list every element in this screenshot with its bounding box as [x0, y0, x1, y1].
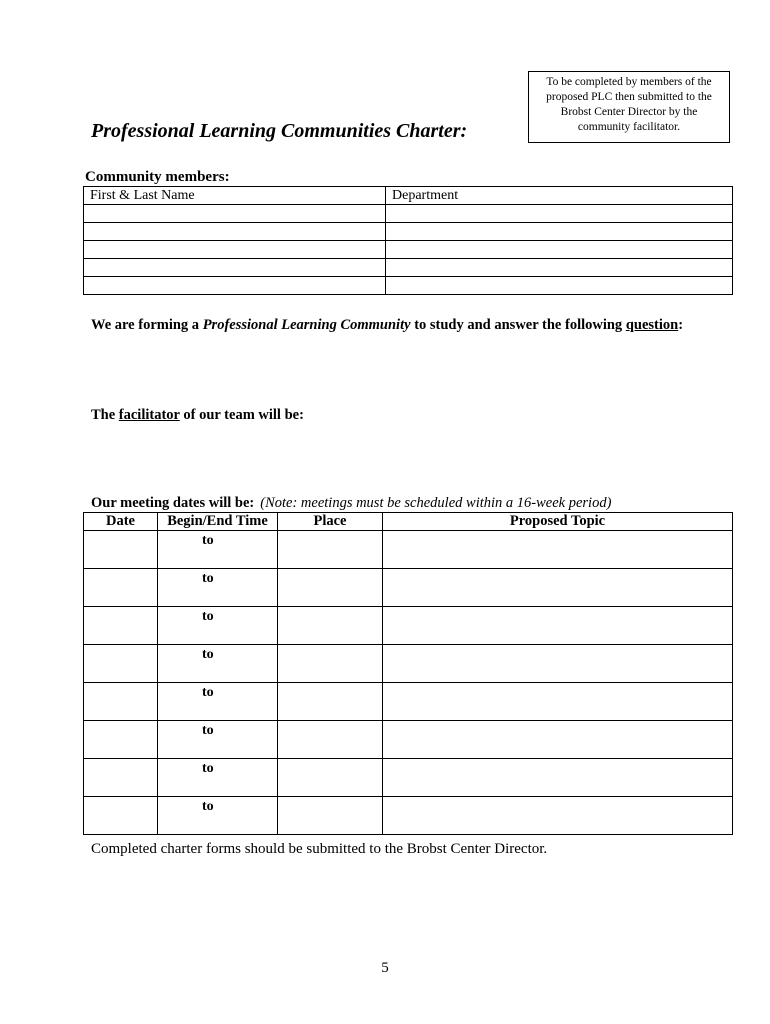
community-members-table	[83, 186, 733, 295]
date-cell[interactable]	[84, 759, 158, 797]
prompt-end: :	[678, 317, 684, 333]
place-cell[interactable]	[278, 759, 383, 797]
table-row	[84, 259, 733, 277]
table-row	[84, 205, 733, 223]
member-name-cell[interactable]	[84, 277, 386, 295]
column-header-time: Begin/End Time	[158, 513, 278, 531]
prompt-question-word: question	[625, 317, 679, 333]
prompt-emphasis: Professional Learning Community	[202, 317, 411, 333]
submission-note: Completed charter forms should be submitted to the Brobst Center Director.	[91, 841, 548, 857]
date-cell[interactable]	[84, 797, 158, 835]
member-department-cell[interactable]	[386, 205, 733, 223]
table-row	[84, 797, 733, 835]
meeting-dates-note: (Note: meetings must be scheduled within a 16-week period)	[260, 495, 612, 511]
topic-cell[interactable]	[383, 721, 733, 759]
member-department-cell[interactable]	[386, 241, 733, 259]
table-row	[84, 241, 733, 259]
column-header-place: Place	[278, 513, 383, 531]
topic-cell[interactable]	[383, 531, 733, 569]
meeting-dates-label: Our meeting dates will be:	[91, 495, 255, 511]
topic-cell[interactable]	[383, 759, 733, 797]
time-cell[interactable]: to	[158, 759, 278, 797]
topic-cell[interactable]	[383, 645, 733, 683]
column-header-topic: Proposed Topic	[383, 513, 733, 531]
meeting-schedule-table	[83, 512, 733, 835]
table-row	[84, 759, 733, 797]
table-row	[84, 607, 733, 645]
table-row	[84, 683, 733, 721]
place-cell[interactable]	[278, 645, 383, 683]
topic-cell[interactable]	[383, 607, 733, 645]
place-cell[interactable]	[278, 607, 383, 645]
member-name-cell[interactable]	[84, 223, 386, 241]
facilitator-word: facilitator	[118, 407, 180, 423]
member-name-cell[interactable]	[84, 241, 386, 259]
time-cell[interactable]: to	[158, 607, 278, 645]
community-members-heading: Community members:	[85, 169, 230, 185]
date-cell[interactable]	[84, 531, 158, 569]
table-row	[84, 223, 733, 241]
member-name-cell[interactable]	[84, 205, 386, 223]
time-cell[interactable]: to	[158, 531, 278, 569]
date-cell[interactable]	[84, 569, 158, 607]
member-department-cell[interactable]	[386, 259, 733, 277]
date-cell[interactable]	[84, 607, 158, 645]
prompt-text: We are forming a	[91, 317, 203, 333]
place-cell[interactable]	[278, 797, 383, 835]
column-header-department: Department	[386, 187, 733, 205]
date-cell[interactable]	[84, 721, 158, 759]
members-header-row	[84, 187, 733, 205]
instruction-notice-box: To be completed by members of the proposed PLC then submitted to the Brobst Center Director by the community facilitator.	[528, 71, 730, 143]
place-cell[interactable]	[278, 569, 383, 607]
time-cell[interactable]: to	[158, 721, 278, 759]
place-cell[interactable]	[278, 683, 383, 721]
meeting-dates-heading	[91, 495, 611, 512]
meetings-header-row	[84, 513, 733, 531]
table-row	[84, 531, 733, 569]
member-department-cell[interactable]	[386, 277, 733, 295]
topic-cell[interactable]	[383, 683, 733, 721]
place-cell[interactable]	[278, 531, 383, 569]
study-question-prompt	[91, 317, 683, 334]
table-row	[84, 277, 733, 295]
facilitator-prompt	[91, 407, 304, 424]
column-header-name: First & Last Name	[84, 187, 386, 205]
table-row	[84, 569, 733, 607]
facilitator-text: The	[91, 407, 119, 423]
time-cell[interactable]: to	[158, 569, 278, 607]
table-row	[84, 645, 733, 683]
page-number: 5	[381, 960, 389, 976]
time-cell[interactable]: to	[158, 645, 278, 683]
page-title: Professional Learning Communities Charter:	[91, 120, 468, 142]
topic-cell[interactable]	[383, 797, 733, 835]
time-cell[interactable]: to	[158, 683, 278, 721]
member-name-cell[interactable]	[84, 259, 386, 277]
prompt-text: to study and answer the following	[410, 317, 626, 333]
topic-cell[interactable]	[383, 569, 733, 607]
date-cell[interactable]	[84, 645, 158, 683]
date-cell[interactable]	[84, 683, 158, 721]
facilitator-text: of our team will be:	[179, 407, 304, 423]
table-row	[84, 721, 733, 759]
column-header-date: Date	[84, 513, 158, 531]
time-cell[interactable]: to	[158, 797, 278, 835]
place-cell[interactable]	[278, 721, 383, 759]
member-department-cell[interactable]	[386, 223, 733, 241]
